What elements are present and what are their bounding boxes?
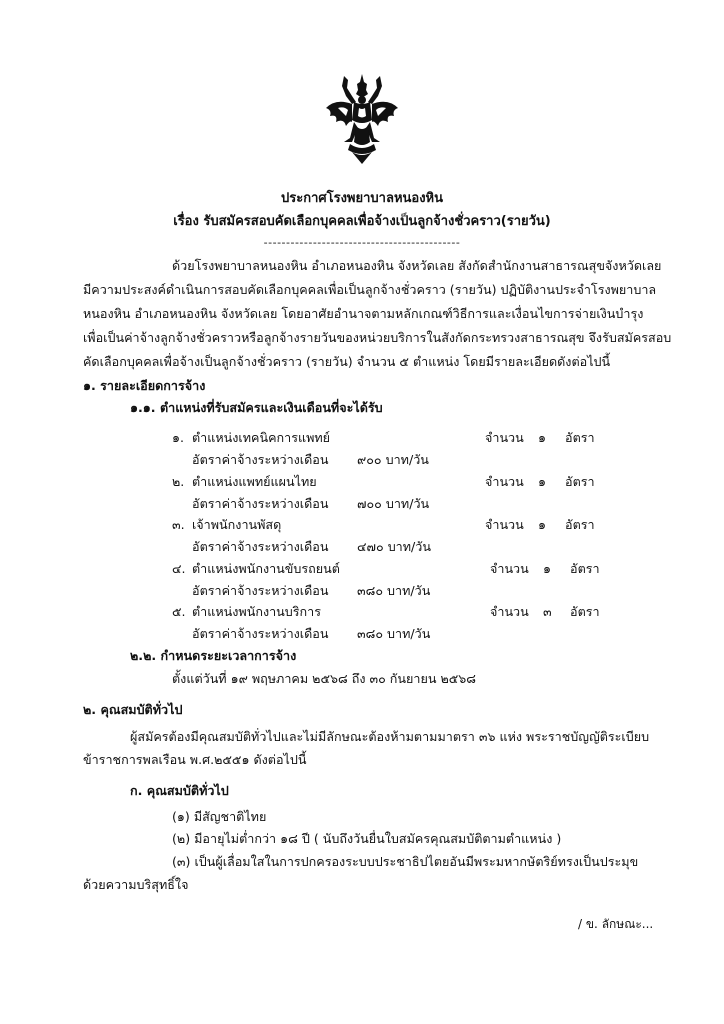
unit-label: อัตรา <box>565 430 595 445</box>
position-rate: ๓๘๐ บาท/วัน <box>357 626 431 641</box>
position-count: ๓ <box>543 604 552 619</box>
next-page-marker: / ข. ลักษณะ... <box>578 917 654 931</box>
qualifications-intro-line: ผู้สมัครต้องมีคุณสมบัติทั่วไปและไม่มีลักษณะต้องห้ามตามมาตรา ๓๖ แห่ง พระราชบัญญัติระเบียบ <box>130 729 650 744</box>
unit-label: อัตรา <box>565 474 595 489</box>
position-number: ๓. <box>172 517 185 532</box>
rate-label: อัตราค่าจ้างระหว่างเดือน <box>192 539 329 554</box>
position-number: ๒. <box>172 474 185 489</box>
intro-line: คัดเลือกบุคคลเพื่อจ้างเป็นลูกจ้างชั่วคราว (รายวัน) จำนวน ๕ ตำแหน่ง โดยมีรายละเอียดดังต่อไปนี้ <box>83 354 611 369</box>
intro-line: ด้วยโรงพยาบาลหนองหิน อำเภอหนองหิน จังหวัดเลย สังกัดสำนักงานสาธารณสุขจังหวัดเลย <box>172 258 662 273</box>
position-rate: ๙๐๐ บาท/วัน <box>357 452 429 467</box>
count-label: จำนวน <box>485 430 524 445</box>
unit-label: อัตรา <box>570 561 600 576</box>
section-2-heading: ๒. คุณสมบัติทั่วไป <box>83 702 183 717</box>
intro-line: มีความประสงค์ดำเนินการสอบคัดเลือกบุคคลเพื่อเป็นลูกจ้างชั่วคราว (รายวัน) ปฏิบัติงานประจำโรงพยาบาล <box>83 282 657 297</box>
position-count: ๑ <box>538 474 546 489</box>
position-rate: ๗๐๐ บาท/วัน <box>357 496 430 511</box>
intro-line: เพื่อเป็นค่าจ้างลูกจ้างชั่วคราวหรือลูกจ้างรายวันของหน่วยบริการในสังกัดกระทรวงสาธารณสุข จึงรับสมัครสอบ <box>83 330 672 345</box>
garuda-emblem-icon <box>322 72 402 166</box>
position-rate: ๔๗๐ บาท/วัน <box>357 539 431 554</box>
position-title: ตำแหน่งพนักงานบริการ <box>192 604 322 619</box>
general-qualifications-heading: ก. คุณสมบัติทั่วไป <box>130 783 229 798</box>
position-number: ๔. <box>172 561 186 576</box>
count-label: จำนวน <box>490 604 529 619</box>
unit-label: อัตรา <box>570 604 600 619</box>
rate-label: อัตราค่าจ้างระหว่างเดือน <box>192 626 329 641</box>
section-1-heading: ๑. รายละเอียดการจ้าง <box>83 378 206 393</box>
intro-line: หนองหิน อำเภอหนองหิน จังหวัดเลย โดยอาศัยอำนาจตามหลักเกณฑ์วิธีการและเงื่อนไขการจ่ายเงินบำรุง <box>83 306 644 321</box>
header-separator: -------------------------------------------- <box>263 236 461 249</box>
announcement-subject: เรื่อง รับสมัครสอบคัดเลือกบุคคลเพื่อจ้างเป็นลูกจ้างชั่วคราว(รายวัน) <box>173 214 551 229</box>
position-number: ๑. <box>172 430 184 445</box>
qualification-item-continuation: ด้วยความบริสุทธิ์ใจ <box>83 877 189 892</box>
position-count: ๑ <box>538 430 546 445</box>
position-rate: ๓๘๐ บาท/วัน <box>357 583 431 598</box>
employment-period: ตั้งแต่วันที่ ๑๙ พฤษภาคม ๒๕๖๘ ถึง ๓๐ กันยายน ๒๕๖๘ <box>172 671 477 686</box>
count-label: จำนวน <box>485 474 524 489</box>
position-title: ตำแหน่งพนักงานขับรถยนต์ <box>192 561 340 576</box>
position-number: ๕. <box>172 604 186 619</box>
position-title: เจ้าพนักงานพัสดุ <box>192 517 282 532</box>
unit-label: อัตรา <box>565 517 595 532</box>
count-label: จำนวน <box>485 517 524 532</box>
qualification-item: (๒) มีอายุไม่ต่ำกว่า ๑๘ ปี ( นับถึงวันยื่นใบสมัครคุณสมบัติตามตำแหน่ง ) <box>172 831 562 846</box>
qualification-item: (๑) มีสัญชาติไทย <box>172 809 267 824</box>
count-label: จำนวน <box>490 561 529 576</box>
rate-label: อัตราค่าจ้างระหว่างเดือน <box>192 496 329 511</box>
position-title: ตำแหน่งแพทย์แผนไทย <box>192 474 317 489</box>
rate-label: อัตราค่าจ้างระหว่างเดือน <box>192 452 329 467</box>
qualification-item: (๓) เป็นผู้เลื่อมใสในการปกครองระบบประชาธิปไตยอันมีพระมหากษัตริย์ทรงเป็นประมุข <box>172 854 639 869</box>
position-title: ตำแหน่งเทคนิคการแพทย์ <box>192 430 331 445</box>
qualifications-intro-line: ข้าราชการพลเรือน พ.ศ.๒๕๕๑ ดังต่อไปนี้ <box>83 752 307 767</box>
announcement-title: ประกาศโรงพยาบาลหนองหิน <box>280 191 444 206</box>
position-count: ๑ <box>543 561 551 576</box>
subsection-1-1-heading: ๑.๑. ตำแหน่งที่รับสมัครและเงินเดือนที่จะได้รับ <box>130 400 383 415</box>
rate-label: อัตราค่าจ้างระหว่างเดือน <box>192 583 329 598</box>
subsection-2-2-heading: ๒.๒. กำหนดระยะเวลาการจ้าง <box>130 648 297 663</box>
position-count: ๑ <box>538 517 546 532</box>
